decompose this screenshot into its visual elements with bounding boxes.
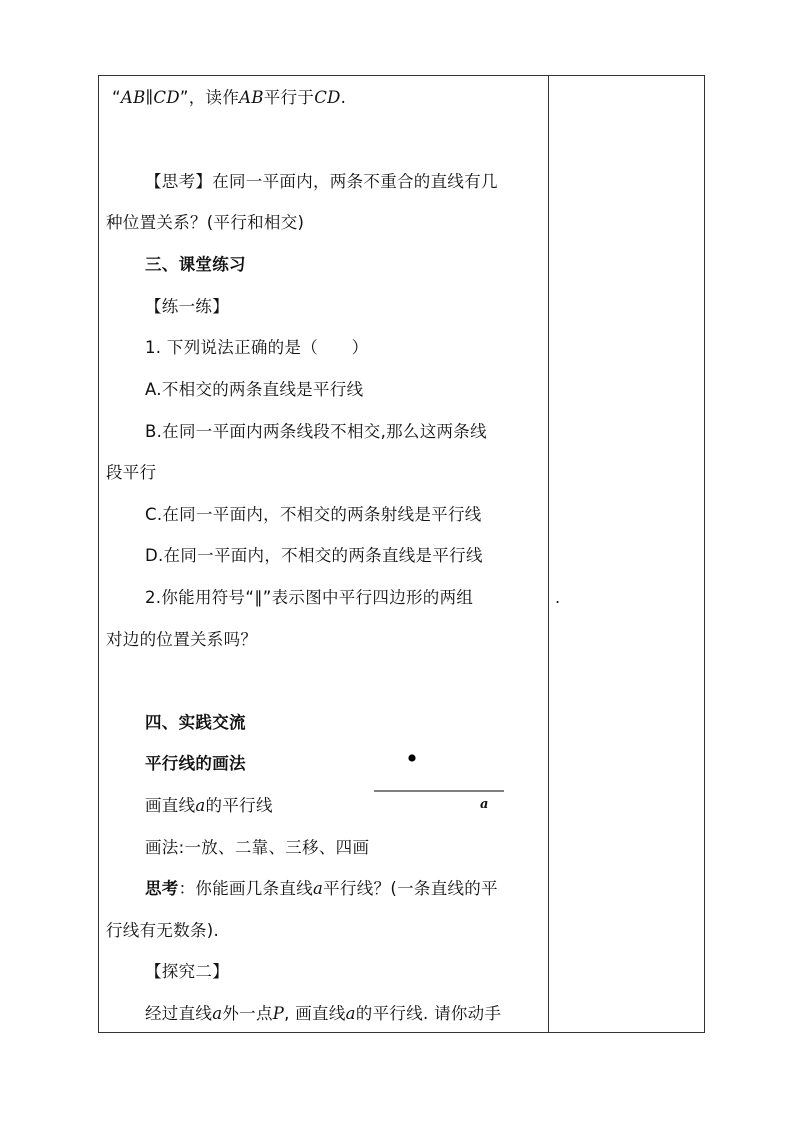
- figure-line-label: a: [480, 797, 489, 812]
- think-question-line1: 【思考】在同一平面内，两条不重合的直线有几: [145, 172, 498, 191]
- column-divider: [548, 75, 549, 1033]
- think-line1: 思考：你能画几条直线a平行线？(一条直线的平: [145, 879, 498, 898]
- question-2-line2: 对边的位置关系吗？: [106, 630, 258, 649]
- question-1: 1. 下列说法正确的是（ ）: [145, 338, 369, 357]
- subheading-parallel-drawing: 平行线的画法: [145, 754, 246, 773]
- parallel-line-figure: [370, 748, 510, 798]
- section-heading-practice: 三、课堂练习: [145, 255, 246, 274]
- draw-parallel-instruction: 画直线a的平行线: [145, 796, 273, 815]
- option-a: A.不相交的两条直线是平行线: [145, 380, 364, 399]
- question-2-line1: 2.你能用符号“∥”表示图中平行四边形的两组: [145, 588, 474, 607]
- drawing-method: 画法:一放、二靠、三移、四画: [145, 838, 370, 857]
- option-c: C.在同一平面内，不相交的两条射线是平行线: [145, 505, 482, 524]
- option-b-line1: B.在同一平面内两条线段不相交,那么这两条线: [145, 422, 487, 441]
- explore-two-label: 【探究二】: [145, 962, 229, 981]
- figure-point: [408, 754, 415, 761]
- explore-two-instruction: 经过直线a外一点P, 画直线a的平行线. 请你动手: [145, 1004, 502, 1023]
- right-column-dot: .: [555, 588, 561, 607]
- practice-label: 【练一练】: [145, 297, 229, 316]
- option-b-line2: 段平行: [106, 463, 157, 482]
- text-line-notation: “AB∥CD”，读作AB平行于CD.: [112, 88, 347, 107]
- think-line2: 行线有无数条).: [106, 921, 220, 940]
- option-d: D.在同一平面内，不相交的两条直线是平行线: [145, 546, 483, 565]
- section-heading-practice-exchange: 四、实践交流: [145, 713, 246, 732]
- think-question-line2: 种位置关系？(平行和相交): [106, 213, 305, 232]
